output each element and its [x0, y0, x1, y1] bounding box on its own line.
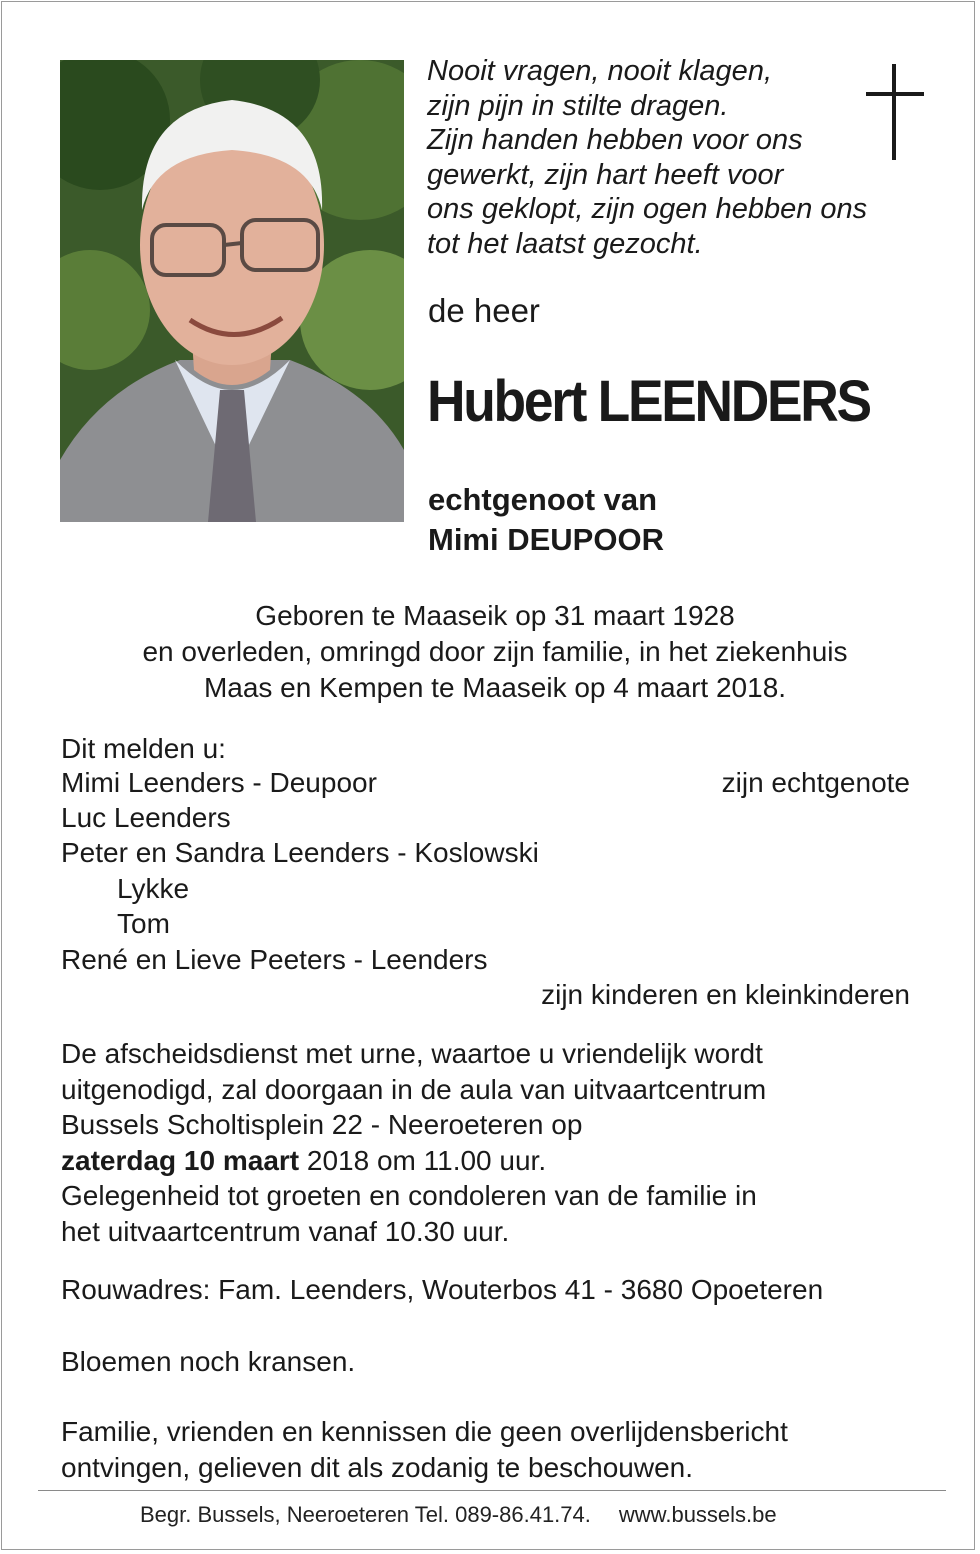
family-intro: Dit melden u:: [61, 733, 226, 764]
service-info: [61, 1036, 941, 1249]
service-line: het uitvaartcentrum vanaf 10.30 uur.: [61, 1215, 510, 1247]
service-line: Gelegenheid tot groeten en condoleren van de familie in: [61, 1180, 757, 1211]
poem-line: Zijn handen hebben voor ons: [427, 124, 803, 156]
birth-line: Maas en Kempen te Maaseik op 4 maart 2018.: [203, 672, 787, 703]
footer: [140, 1502, 777, 1528]
family-member: Luc Leenders: [61, 802, 231, 833]
birth-death-info: [2, 598, 980, 706]
deceased-name: Hubert LEENDERS: [427, 369, 870, 434]
family-member: René en Lieve Peeters - Leenders: [61, 944, 488, 975]
service-date: zaterdag 10 maart: [61, 1144, 300, 1176]
family-member: Peter en Sandra Leenders - Koslowski: [61, 837, 539, 868]
cross-icon: [866, 64, 924, 160]
closing-note: [61, 1414, 788, 1485]
poem-line: Nooit vragen, nooit klagen,: [427, 55, 772, 87]
closing-line: Familie, vrienden en kennissen die geen overlijdensbericht: [61, 1416, 788, 1447]
birth-line: en overleden, omringd door zijn familie, in het ziekenhuis: [142, 636, 848, 667]
poem-line: ons geklopt, zijn ogen hebben ons: [427, 193, 868, 225]
birth-line: Geboren te Maaseik op 31 maart 1928: [255, 600, 735, 631]
footer-divider: [38, 1490, 946, 1491]
obituary-card: [1, 1, 975, 1550]
poem: [427, 54, 877, 261]
mourning-address: Rouwadres: Fam. Leenders, Wouterbos 41 - 3680 Opoeteren: [61, 1274, 824, 1305]
spouse-name: Mimi DEUPOOR: [428, 522, 664, 557]
flowers-note: Bloemen noch kransen.: [61, 1346, 356, 1377]
poem-line: zijn pijn in stilte dragen.: [427, 89, 729, 122]
service-line: De afscheidsdienst met urne, waartoe u vriendelijk wordt: [61, 1038, 763, 1069]
family-member: Mimi Leenders - Deupoor: [61, 767, 377, 798]
undertaker-info: Begr. Bussels, Neeroeteren Tel. 089-86.41.74.: [140, 1502, 591, 1527]
family-relation: zijn echtgenote: [721, 767, 910, 798]
poem-line: tot het laatst gezocht.: [427, 227, 703, 260]
service-time: 2018 om 11.00 uur.: [299, 1144, 547, 1176]
portrait-illustration: [60, 60, 404, 522]
children-note: zijn kinderen en kleinkinderen: [541, 979, 910, 1010]
service-line: uitgenodigd, zal doorgaan in de aula van uitvaartcentrum: [61, 1073, 767, 1105]
service-line: Bussels Scholtisplein 22 - Neeroeteren op: [61, 1109, 583, 1140]
spouse-label: echtgenoot van: [428, 482, 658, 517]
service-date-line: [61, 1143, 941, 1179]
honorific: de heer: [428, 292, 540, 329]
website-link[interactable]: www.bussels.be: [618, 1502, 777, 1527]
portrait-photo: [60, 60, 404, 522]
family-member: Tom: [117, 908, 170, 939]
family-member: Lykke: [117, 873, 190, 904]
closing-line: ontvingen, gelieven dit als zodanig te beschouwen.: [61, 1451, 693, 1483]
poem-line: gewerkt, zijn hart heeft voor: [427, 158, 784, 191]
